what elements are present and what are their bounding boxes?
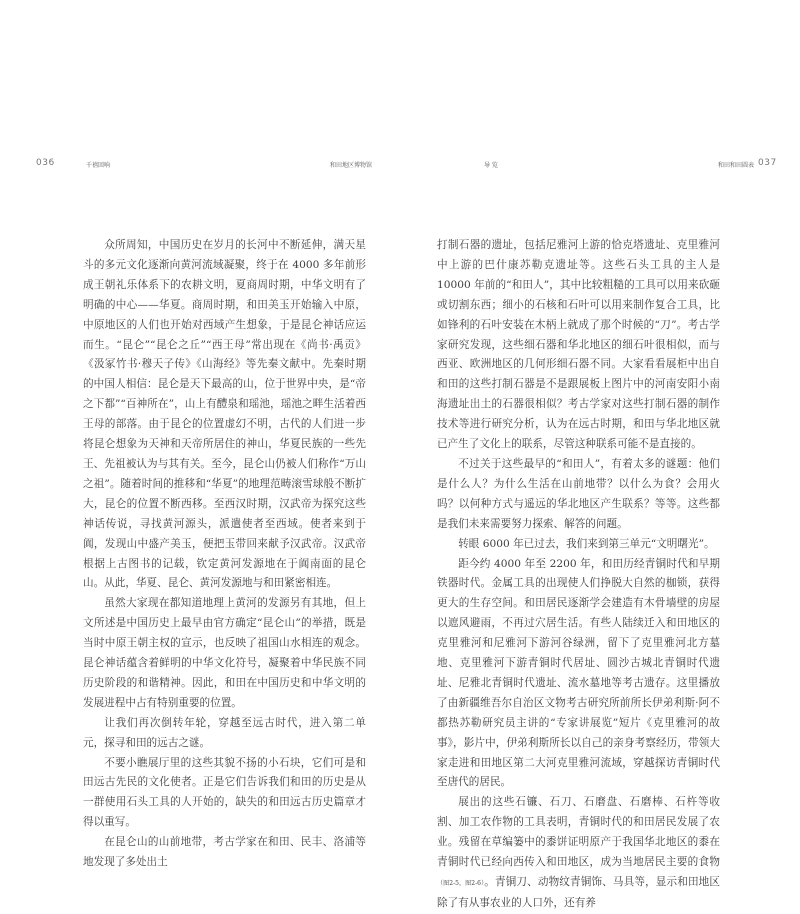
right-page-body — [437, 236, 720, 914]
paragraph: 众所周知，中国历史在岁月的长河中不断延伸，满天星斗的多元文化逐渐向黄河流域凝聚，终于在 4000 多年前形成王朝礼乐体系下的农耕文明，夏商周时期，中华文明有了明确的中心——华夏。商周时期，和田美玉开始输入中原，中原地区的人们也开始对西域产生想象，于是昆仑神话应运而生。“昆仑”“昆仑之丘”“西王母”常出现在《尚书·禹贡》《汲冢竹书·穆天子传》《山海经》等先秦文献中。先秦时期的中国人相信：昆仑是天下最高的山，位于世界中央，是“帝之下都”“百神所在”，山上有醴泉和瑶池，瑶池之畔生活着西王母的部落。由于昆仑的位置虚幻不明，古代的人们进一步将昆仑想象为天神和天帝所居住的神山，华夏民族的一些先王、先祖被认为与其有关。至今，昆仑山仍被人们称作“万山之祖”。随着时间的推移和“华夏”的地理范畴滚雪球般不断扩大，昆仑的位置不断西移。至西汉时期，汉武帝为探究这些神话传说，寻找黄河源头，派遣使者至西域。使者来到于阗，发现山中盛产美玉，便把玉带回来献予汉武帝。汉武帝根据上古图书的记载，钦定黄河发源地在于阗南面的昆仑山。从此，华夏、昆仑、黄河发源地与和田紧密相连。 — [83, 239, 366, 590]
paragraph: 转眼 6000 年已过去，我们来到第三单元“文明曙光”。 — [458, 537, 715, 550]
running-head-section-left: 千禧回响 — [86, 162, 111, 169]
paragraph-text: 展出的这些石镰、石刀、石磨盘、石磨棒、石杵等收割、加工农作物的工具表明，青铜时代的和田居民发展了农业。残留在草编篓中的黍饼证明原产于我国华北地区的黍在青铜时代已经向西传入和田地区，成为当地居民主要的食物 — [437, 796, 720, 869]
left-page-body — [83, 236, 366, 873]
figure-reference: （图2-5，图2-6） — [437, 880, 485, 887]
paragraph-text-tail: 。青铜刀、动物纹青铜饰、马具等，显示和田地区除了有从事农业的人口外，还有养 — [437, 876, 721, 909]
paragraph: 让我们再次倒转年轮，穿越至远古时代，进入第二单元，探寻和田的远古之谜。 — [83, 716, 366, 749]
page-number-left: 036 — [36, 158, 55, 168]
running-head-section-right: 导 览 — [484, 162, 498, 169]
left-page — [0, 0, 400, 869]
paragraph — [437, 793, 720, 913]
paragraph: 打制石器的遗址，包括尼雅河上游的恰克塔遗址、克里雅河中上游的巴什康苏勒克遗址等。这些石头工具的主人是 10000 年前的“和田人”，其中比较粗糙的工具可以用来砍砸或切割东西；细小的石核和石叶可以用来制作复合工具，比如锋利的石叶安装在木柄上就成了那个时候的“刀”。考古学家研究发现，这些细石器和华北地区的细石叶很相似，而与西亚、欧洲地区的几何形细石器不同。大家看看展柜中出自和田的这些打制石器是不是跟展板上图片中的河南安阳小南海遗址出土的石器很相似？考古学家对这些打制石器的制作技术等进行研究分析，认为在远古时期，和田与华北地区就已产生了文化上的联系，尽管这种联系可能不是直接的。 — [437, 239, 720, 451]
page-number-right: 037 — [758, 158, 777, 168]
paragraph: 距今约 4000 年至 2200 年，和田历经青铜时代和早期铁器时代。金属工具的出现使人们挣脱大自然的枷锁，获得更大的生存空间。和田居民逐渐学会建造有木骨墙壁的房屋以遮风避雨，不再过穴居生活。有些人陆续迁入和田地区的克里雅河和尼雅河下游河谷绿洲，留下了克里雅河北方墓地、克里雅河下游青铜时代居址、圆沙古城北青铜时代遗址、尼雅北青铜时代遗址、流水墓地等考古遗存。这里播放了由新疆维吾尔自治区文物考古研究所前所长伊弟利斯·阿不都热苏勒研究员主讲的“专家讲展览”短片《克里雅河的故事》，影片中，伊弟利斯所长以自己的亲身考察经历，带领大家走进和田地区第二大河克里雅河流域，穿越探访青铜时代至唐代的居民。 — [437, 557, 720, 789]
running-head-title-left: 和田地区博物馆 — [330, 162, 373, 169]
right-page — [400, 0, 800, 909]
paragraph: 在昆仑山的山前地带，考古学家在和田、民丰、洛浦等地发现了多处出土 — [83, 836, 366, 869]
running-head-title-right: 和田和田圆表 — [718, 162, 755, 169]
paragraph: 不要小瞧展厅里的这些其貌不扬的小石块，它们可是和田远古先民的文化使者。正是它们告诉我们和田的历史是从一群使用石头工具的人开始的，缺失的和田远古历史篇章才得以重写。 — [83, 756, 366, 829]
paragraph: 不过关于这些最早的“和田人”，有着太多的谜题：他们是什么人？为什么生活在山前地带？以什么为食？会用火吗？以何种方式与遥远的华北地区产生联系？等等。这些都是我们未来需要努力探索、解答的问题。 — [437, 457, 720, 530]
paragraph: 虽然大家现在都知道地理上黄河的发源另有其地，但上文所述是中国历史上最早由官方确定“昆仑山”的举措，既是当时中原王朝主权的宣示，也反映了祖国山水相连的观念。昆仑神话蕴含着鲜明的中华文化符号，凝聚着中华民族不同历史阶段的和谐精神。因此，和田在中国历史和中华文明的发展进程中占有特别重要的位置。 — [83, 597, 366, 709]
